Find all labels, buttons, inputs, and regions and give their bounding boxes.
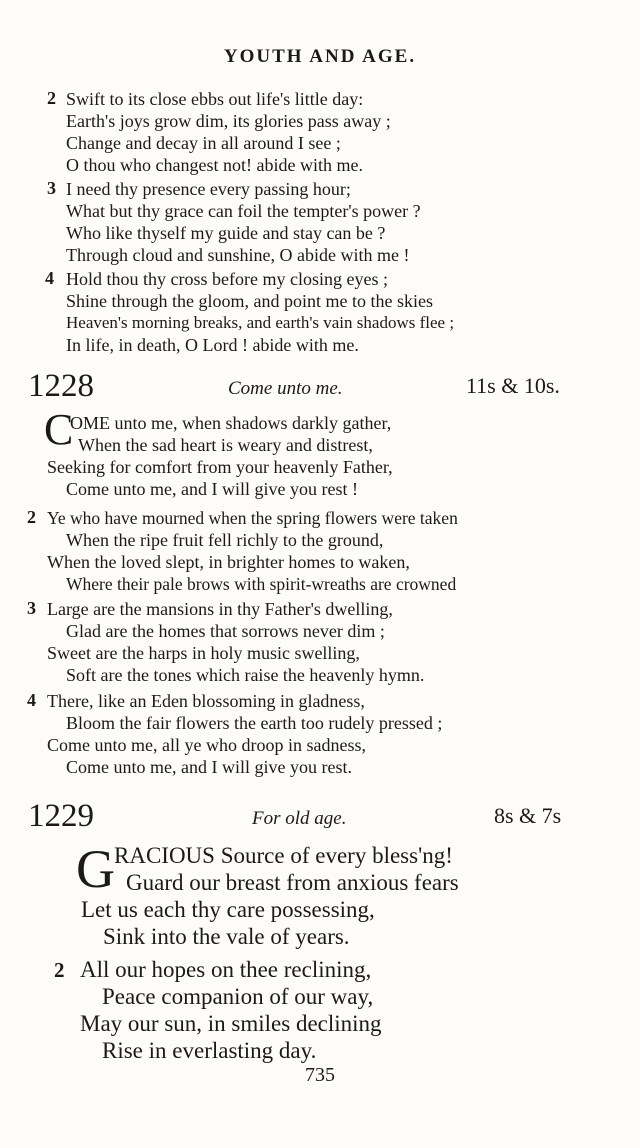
- verse-line: Heaven's morning breaks, and earth's vain shadows flee ;: [66, 313, 455, 332]
- verse-line: Come unto me, and I will give you rest.: [66, 757, 352, 777]
- hymn-meter: 8s & 7s: [494, 803, 562, 828]
- verse-line: May our sun, in smiles declining: [80, 1011, 382, 1036]
- verse-line: Sweet are the harps in holy music swelling,: [47, 643, 360, 663]
- hymn-title: For old age.: [252, 808, 347, 829]
- hymn-number: 1229: [28, 798, 94, 834]
- verse-line: In life, in death, O Lord ! abide with me.: [66, 335, 359, 355]
- hymn-title: Come unto me.: [228, 378, 343, 399]
- verse-line: There, like an Eden blossoming in gladness,: [47, 691, 365, 711]
- verse-line: Guard our breast from anxious fears: [126, 870, 459, 895]
- stanza-number: 2: [47, 88, 56, 108]
- verse-line: Where their pale brows with spirit-wreaths are crowned: [66, 574, 457, 594]
- drop-cap: C: [44, 405, 74, 454]
- verse-line: Come unto me, and I will give you rest !: [66, 479, 358, 499]
- verse-line: Shine through the gloom, and point me to the skies: [66, 291, 433, 311]
- verse-line: Soft are the tones which raise the heavenly hymn.: [66, 665, 425, 685]
- hymn-number: 1228: [28, 368, 94, 404]
- verse-line: When the sad heart is weary and distrest,: [78, 435, 373, 455]
- verse-line: Peace companion of our way,: [102, 984, 374, 1009]
- verse-line: What but thy grace can foil the tempter's power ?: [66, 201, 421, 221]
- verse-line: Sink into the vale of years.: [103, 924, 350, 949]
- verse-line: When the ripe fruit fell richly to the ground,: [66, 530, 384, 550]
- verse-line: OME unto me, when shadows darkly gather,: [70, 413, 392, 433]
- stanza-number: 3: [47, 178, 56, 198]
- verse-line: Glad are the homes that sorrows never dim ;: [66, 621, 385, 641]
- verse-line: When the loved slept, in brighter homes to waken,: [47, 552, 410, 572]
- verse-line: Who like thyself my guide and stay can be ?: [66, 223, 386, 243]
- verse-line: Hold thou thy cross before my closing eyes ;: [66, 269, 388, 289]
- stanza-number: 2: [27, 507, 36, 527]
- drop-cap: G: [76, 839, 115, 899]
- verse-line: I need thy presence every passing hour;: [66, 179, 351, 199]
- verse-line: Large are the mansions in thy Father's dwelling,: [47, 599, 393, 619]
- verse-line: Rise in everlasting day.: [102, 1038, 317, 1063]
- page-number: 735: [305, 1064, 335, 1086]
- verse-line: Change and decay in all around I see ;: [66, 133, 341, 153]
- hymn-1229-heading: [0, 798, 640, 838]
- verse-line: O thou who changest not! abide with me.: [66, 155, 363, 175]
- verse-line: Ye who have mourned when the spring flowers were taken: [47, 508, 458, 528]
- verse-line: Earth's joys grow dim, its glories pass away ;: [66, 111, 391, 131]
- hymn-meter: 11s & 10s.: [466, 373, 560, 398]
- stanza-number: 4: [45, 268, 54, 288]
- verse-line: RACIOUS Source of every bless'ng!: [114, 843, 453, 868]
- hymn-1228-heading: [0, 368, 640, 408]
- verse-line: Seeking for comfort from your heavenly Father,: [47, 457, 393, 477]
- verse-line: All our hopes on thee reclining,: [80, 957, 372, 982]
- stanza-number: 4: [27, 690, 36, 710]
- verse-line: Come unto me, all ye who droop in sadness,: [47, 735, 366, 755]
- stanza-number: 2: [54, 958, 65, 982]
- verse-line: Bloom the fair flowers the earth too rudely pressed ;: [66, 713, 443, 733]
- verse-line: Swift to its close ebbs out life's little day:: [66, 89, 364, 109]
- stanza-number: 3: [27, 598, 36, 618]
- page-header: YOUTH AND AGE.: [223, 46, 417, 67]
- verse-line: Through cloud and sunshine, O abide with me !: [66, 245, 410, 265]
- verse-line: Let us each thy care possessing,: [81, 897, 375, 922]
